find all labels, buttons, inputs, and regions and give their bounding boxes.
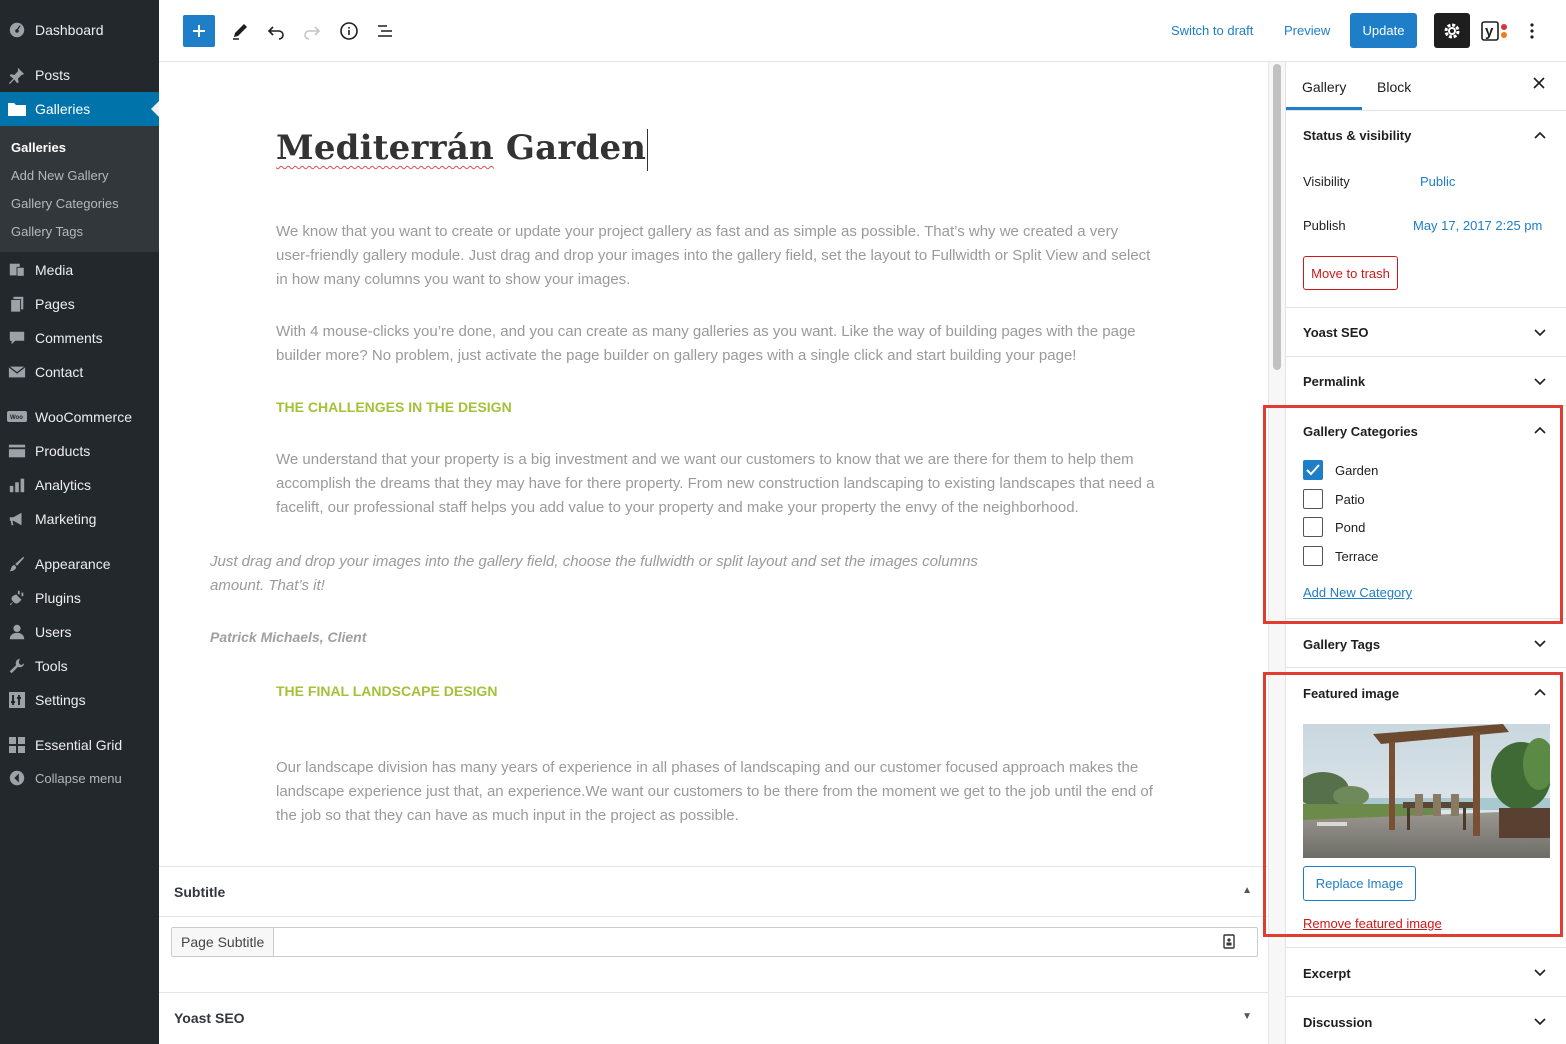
galleries-submenu <box>0 126 159 252</box>
panel-title: Gallery Tags <box>1303 637 1381 652</box>
menu-item-analytics[interactable] <box>0 468 159 502</box>
panel-title: Discussion <box>1303 1015 1373 1030</box>
grid-icon <box>7 735 27 755</box>
menu-label: Dashboard <box>35 22 104 38</box>
bar-chart-icon <box>7 475 27 495</box>
megaphone-icon <box>7 509 27 529</box>
menu-label: Contact <box>35 364 84 380</box>
close-sidebar-button[interactable] <box>1532 76 1546 95</box>
yoast-button[interactable] <box>1477 15 1513 47</box>
paragraph-block[interactable]: Our landscape division has many years of experience in all phases of landscaping and our customer focused approach makes the landscape experience just that, an experience.We want our customers to be there from the moment we get to the job until the end of the job so that they can have as much input in the project as possible. <box>276 759 1153 824</box>
more-vertical-icon <box>1530 23 1534 39</box>
comment-icon <box>7 328 27 348</box>
metabox-title: Subtitle <box>174 884 226 900</box>
user-icon <box>7 622 27 642</box>
update-button[interactable]: Update <box>1350 13 1417 48</box>
block-navigation-button[interactable] <box>369 15 401 47</box>
chevron-up-icon <box>1533 128 1547 142</box>
text-caret <box>647 129 648 171</box>
menu-item-users[interactable] <box>0 615 159 649</box>
replace-image-button[interactable]: Replace Image <box>1303 866 1416 901</box>
media-icon <box>7 260 27 280</box>
caret-down-icon: ▼ <box>1242 1011 1252 1022</box>
yoast-seo-panel-header[interactable] <box>1286 307 1566 356</box>
post-title[interactable] <box>276 128 648 171</box>
visibility-value-button[interactable]: Public <box>1420 174 1456 189</box>
remove-featured-image-link[interactable]: Remove featured image <box>1303 916 1442 931</box>
menu-label: Marketing <box>35 511 97 527</box>
products-icon <box>7 441 27 461</box>
category-label: Garden <box>1335 462 1379 478</box>
undo-icon <box>266 21 286 41</box>
menu-item-media[interactable] <box>0 253 159 287</box>
heading-block[interactable]: THE FINAL LANDSCAPE DESIGN <box>276 683 498 699</box>
menu-label: Users <box>35 624 72 640</box>
submenu-item-galleries[interactable]: Galleries <box>11 140 66 155</box>
heading-block[interactable]: THE CHALLENGES IN THE DESIGN <box>276 399 512 415</box>
svg-text:Woo: Woo <box>10 415 23 421</box>
brush-icon <box>7 554 27 574</box>
subtitle-metabox-header[interactable] <box>159 866 1268 916</box>
redo-icon <box>302 21 322 41</box>
add-new-category-link[interactable]: Add New Category <box>1303 585 1413 600</box>
gear-icon <box>1442 21 1462 41</box>
menu-item-galleries[interactable] <box>0 92 159 126</box>
menu-item-comments[interactable] <box>0 321 159 355</box>
chevron-down-icon <box>1533 325 1547 339</box>
editor-toolbar <box>159 0 1566 62</box>
menu-item-essential-grid[interactable] <box>0 728 159 762</box>
tab-gallery[interactable]: Gallery <box>1302 79 1347 95</box>
menu-item-tools[interactable] <box>0 649 159 683</box>
menu-label: Plugins <box>35 590 81 606</box>
redo-button[interactable] <box>296 15 328 47</box>
panel-title: Status & visibility <box>1303 128 1412 143</box>
menu-label: Analytics <box>35 477 92 493</box>
menu-label: Media <box>35 262 74 278</box>
admin-sidebar <box>0 0 159 1044</box>
category-label: Terrace <box>1335 548 1379 564</box>
chevron-down-icon <box>1533 1014 1547 1028</box>
category-label: Patio <box>1335 491 1365 507</box>
menu-item-products[interactable] <box>0 434 159 468</box>
visibility-label: Visibility <box>1303 174 1350 189</box>
menu-item-plugins[interactable] <box>0 581 159 615</box>
panel-title: Permalink <box>1303 374 1366 389</box>
gallery-tags-panel-header[interactable] <box>1286 618 1566 667</box>
menu-label: Posts <box>35 67 71 83</box>
status-visibility-panel-header[interactable] <box>1286 110 1566 162</box>
quote-block[interactable]: Just drag and drop your images into the gallery field, choose the fullwidth or split layout and set the images columns amount. That’s it! <box>210 553 978 594</box>
publish-label: Publish <box>1303 218 1346 233</box>
submenu-item-add-new-gallery[interactable]: Add New Gallery <box>11 168 109 183</box>
panel-title: Excerpt <box>1303 966 1351 981</box>
submenu-item-gallery-categories[interactable]: Gallery Categories <box>11 196 119 211</box>
menu-item-posts[interactable] <box>0 58 159 92</box>
move-to-trash-button[interactable]: Move to trash <box>1303 256 1398 290</box>
menu-item-marketing[interactable] <box>0 502 159 536</box>
settings-icon <box>7 690 27 710</box>
menu-item-contact[interactable] <box>0 355 159 389</box>
submenu-item-gallery-tags[interactable]: Gallery Tags <box>11 224 84 239</box>
publish-date-button[interactable]: May 17, 2017 2:25 pm <box>1413 218 1543 233</box>
metabox-title: Yoast SEO <box>174 1010 245 1026</box>
contact-card-icon <box>1223 934 1235 954</box>
caret-up-icon: ▲ <box>1242 885 1252 896</box>
panel-title: Yoast SEO <box>1303 325 1369 340</box>
collapse-icon <box>7 768 27 788</box>
permalink-panel-header[interactable] <box>1286 356 1566 405</box>
menu-label: Pages <box>35 296 75 312</box>
scrollbar-thumb[interactable] <box>1273 64 1281 370</box>
edit-mode-button[interactable] <box>224 15 256 47</box>
editor-canvas <box>159 62 1268 866</box>
menu-item-settings[interactable] <box>0 683 159 717</box>
tab-block[interactable]: Block <box>1377 79 1412 95</box>
menu-item-dashboard[interactable] <box>0 13 159 47</box>
paragraph-block[interactable]: We understand that your property is a big investment and we want our customers to know that we are there for them to help them accomplish the dreams that they may have for there property. From new construction landscaping to existing landscapes that need a facelift, our professional staff helps you add value to your property and make your property the envy of the neighborhood. <box>276 451 1155 516</box>
menu-label: Appearance <box>35 556 111 572</box>
preview-button[interactable]: Preview <box>1284 23 1331 38</box>
discussion-panel-header[interactable] <box>1286 996 1566 1044</box>
list-icon <box>375 21 395 41</box>
folder-icon <box>7 99 27 119</box>
highlight-box-gallery-categories <box>1263 405 1563 624</box>
pages-icon <box>7 294 27 314</box>
chevron-down-icon <box>1533 636 1547 650</box>
chevron-down-icon <box>1533 374 1547 388</box>
woocommerce-icon <box>7 407 27 427</box>
yoast-logo-icon <box>1480 20 1510 42</box>
add-block-button[interactable] <box>183 15 215 47</box>
close-icon <box>1532 76 1546 90</box>
collapse-menu-button[interactable] <box>0 761 159 795</box>
wrench-icon <box>7 656 27 676</box>
menu-item-woocommerce[interactable] <box>0 400 159 434</box>
plug-icon <box>7 588 27 608</box>
settings-toggle-button[interactable] <box>1434 13 1470 48</box>
dashboard-icon <box>7 20 27 40</box>
menu-label: Settings <box>35 692 86 708</box>
mail-icon <box>7 362 27 382</box>
panel-title: Gallery Categories <box>1303 424 1418 439</box>
category-label: Pond <box>1335 519 1366 535</box>
menu-label: WooCommerce <box>35 409 132 425</box>
page-subtitle-field[interactable] <box>171 927 1258 957</box>
menu-label: Tools <box>35 658 68 674</box>
chevron-down-icon <box>1533 965 1547 979</box>
plus-icon <box>191 23 207 39</box>
menu-label: Products <box>35 443 91 459</box>
paragraph-block[interactable]: With 4 mouse-clicks you’re done, and you can create as many galleries as you want. Like the way of building pages with the page builder more? No problem, just activate the page builder on gallery pages with a single click and start building your page! <box>276 323 1136 364</box>
menu-label: Comments <box>35 330 103 346</box>
switch-to-draft-button[interactable]: Switch to draft <box>1171 23 1254 38</box>
yoast-seo-metabox-header[interactable] <box>159 992 1268 1044</box>
menu-item-appearance[interactable] <box>0 547 159 581</box>
excerpt-panel-header[interactable] <box>1286 947 1566 996</box>
menu-item-pages[interactable] <box>0 287 159 321</box>
title-rest: Garden <box>493 128 647 168</box>
page-subtitle-label: Page Subtitle <box>172 928 274 956</box>
highlight-box-featured-image <box>1263 672 1563 937</box>
title-misspelled-word: Mediterrán <box>276 128 494 168</box>
quote-citation[interactable]: Patrick Michaels, Client <box>210 629 367 645</box>
more-options-button[interactable] <box>1516 15 1548 47</box>
svg-text:y: y <box>1485 23 1494 40</box>
pushpin-icon <box>7 65 27 85</box>
panel-title: Featured image <box>1303 686 1400 701</box>
menu-label: Galleries <box>35 101 91 117</box>
pencil-icon <box>230 21 250 41</box>
undo-button[interactable] <box>260 15 292 47</box>
info-button[interactable] <box>333 15 365 47</box>
info-icon <box>339 21 359 41</box>
menu-label: Essential Grid <box>35 737 123 753</box>
paragraph-block[interactable]: We know that you want to create or update your project gallery as fast and as simple as possible. That’s why we created a very user-friendly gallery module. Just drag and drop your images into the gallery field, set the layout to Fullwidth or Split View and select in how many columns you want to show your images. <box>276 223 1151 288</box>
collapse-label: Collapse menu <box>35 770 122 786</box>
